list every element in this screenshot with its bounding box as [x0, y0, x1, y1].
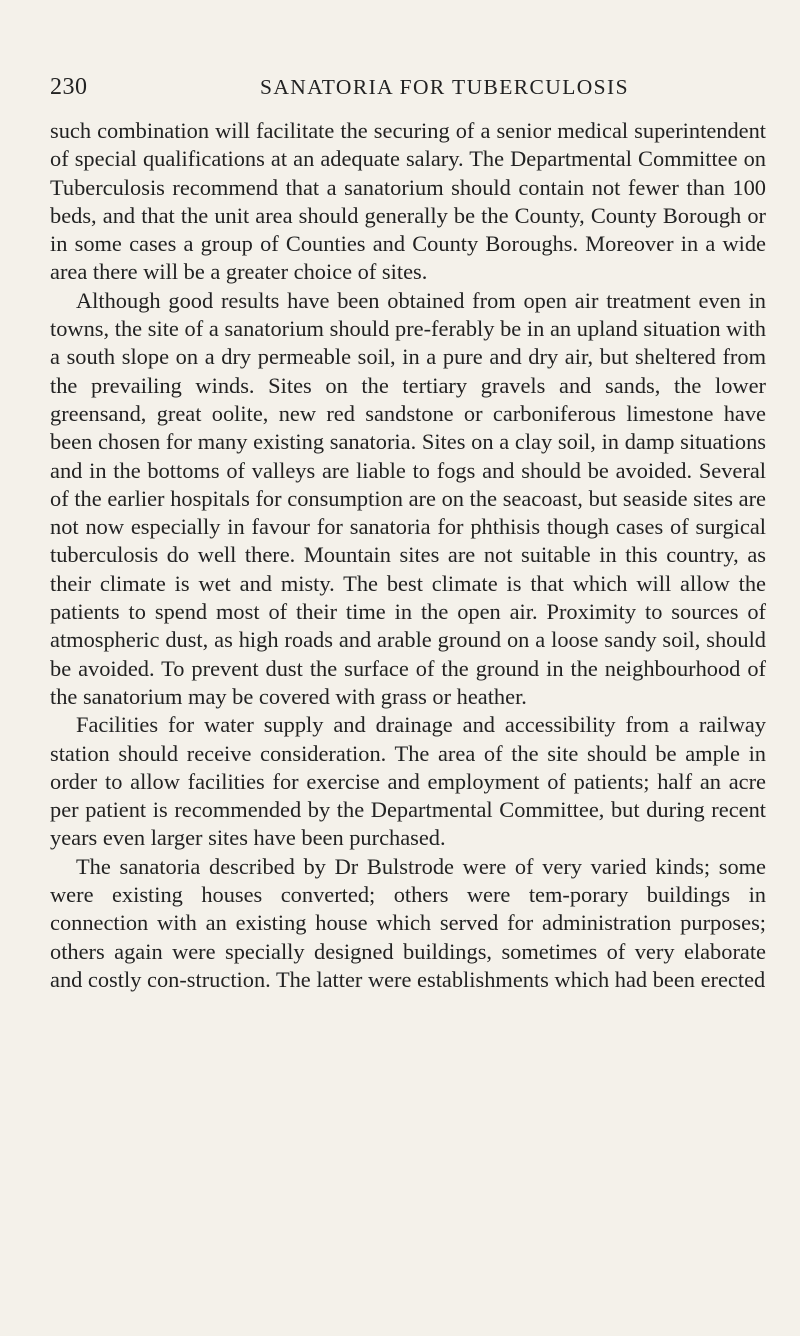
running-head: SANATORIA FOR TUBERCULOSIS: [260, 75, 629, 99]
page-number: 230: [50, 74, 88, 100]
body-text: [50, 117, 766, 994]
paragraph-1: such combination will facilitate the securing of a senior medical superintendent of special qualifications at an adequate salary. The Departmental Committee on Tuberculosis recommend that a sanatorium should contain not fewer than 100 beds, and that the unit area should generally be the County, County Borough or in some cases a group of Counties and County Boroughs. Moreover in a wide area there will be a greater choice of sites.: [50, 118, 766, 285]
paragraph-2: Although good results have been obtained from open air treatment even in towns, the site of a sanatorium should pre-ferably be in an upland situation with a south slope on a dry permeable soil, in a pure and dry air, but sheltered from the prevailing winds. Sites on the tertiary gravels and sands, the lower greensand, great oolite, new red sandstone or carboniferous limestone have been chosen for many existing sanatoria. Sites on a clay soil, in damp situations and in the bottoms of valleys are liable to fogs and should be avoided. Several of the earlier hospitals for consumption are on the seacoast, but seaside sites are not now especially in favour for sanatoria for phthisis though cases of surgical tuberculosis do well there. Mountain sites are not suitable in this country, as their climate is wet and misty. The best climate is that which will allow the patients to spend most of their time in the open air. Proximity to sources of atmospheric dust, as high roads and arable ground on a loose sandy soil, should be avoided. To prevent dust the surface of the ground in the neighbourhood of the sanatorium may be covered with grass or heather.: [50, 287, 766, 709]
page-header: [50, 74, 750, 108]
paragraph-3: Facilities for water supply and drainage and accessibility from a railway station should receive consideration. The area of the site should be ample in order to allow facilities for exercise and employment of patients; half an acre per patient is recommended by the Departmental Committee, but during recent years even larger sites have been purchased.: [50, 712, 766, 851]
paragraph-4: The sanatoria described by Dr Bulstrode were of very varied kinds; some were existing houses converted; others were tem-porary buildings in connection with an existing house which served for administration purposes; others again were specially designed buildings, sometimes of very elaborate and costly con-struction. The latter were establishments which had been erected: [50, 853, 766, 992]
